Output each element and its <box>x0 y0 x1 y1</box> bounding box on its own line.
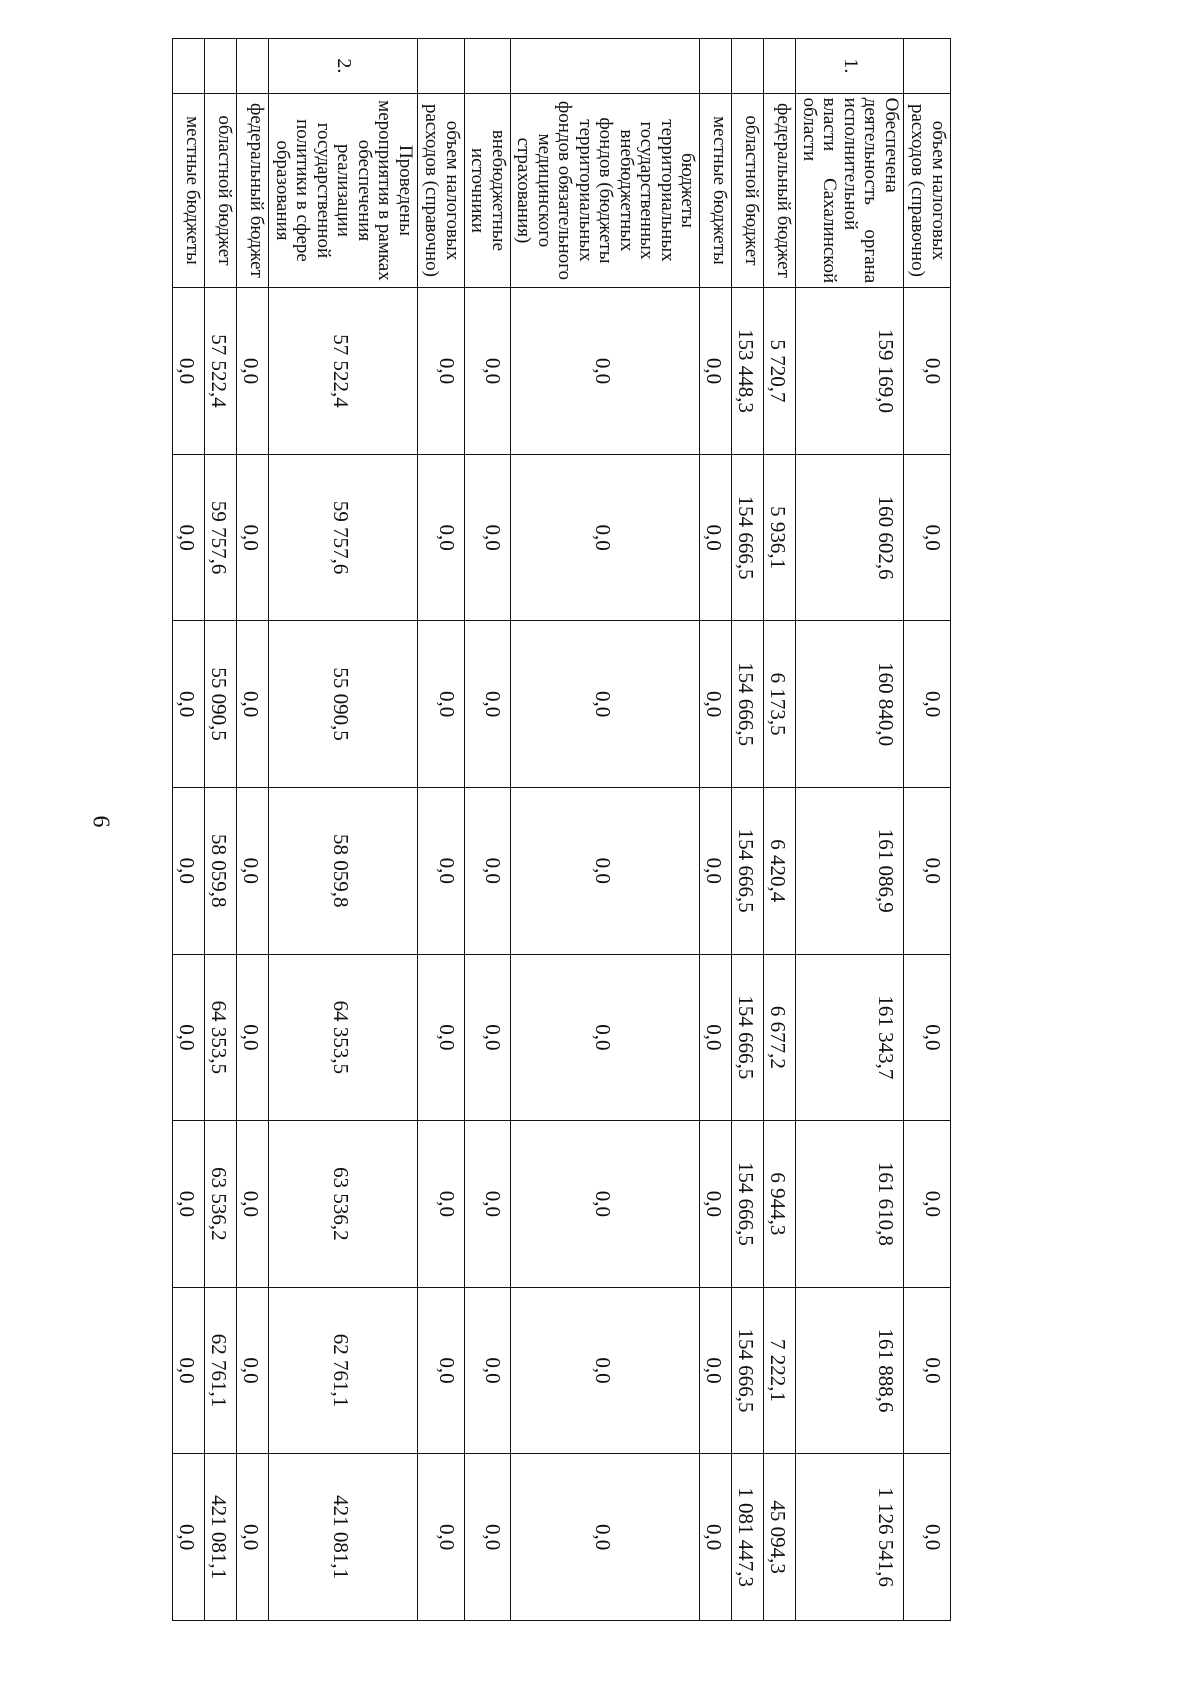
value-cell: 0,0 <box>173 787 205 954</box>
table-row <box>237 39 269 1621</box>
value-cell: 0,0 <box>510 787 700 954</box>
value-cell: 161 343,7 <box>796 954 904 1121</box>
row-label-cell: бюджеты территориальных государственных внебюджетных фондов (бюджеты территориальных фондов обязательного медицинского страхования) <box>510 93 700 288</box>
table-row <box>205 39 237 1621</box>
table-row <box>510 39 700 1621</box>
row-index-cell <box>510 39 700 94</box>
row-label-cell: федеральный бюджет <box>764 93 796 288</box>
value-cell: 45 094,3 <box>764 1454 796 1621</box>
value-cell: 0,0 <box>904 1121 951 1288</box>
value-cell: 421 081,1 <box>205 1454 237 1621</box>
value-cell: 6 944,3 <box>764 1121 796 1288</box>
budget-table <box>172 38 951 1621</box>
value-cell: 0,0 <box>464 954 510 1121</box>
value-cell: 0,0 <box>700 288 732 455</box>
value-cell: 0,0 <box>417 288 464 455</box>
value-cell: 0,0 <box>904 1454 951 1621</box>
value-cell: 154 666,5 <box>732 1121 764 1288</box>
value-cell: 0,0 <box>237 1121 269 1288</box>
value-cell: 154 666,5 <box>732 454 764 621</box>
budget-table-container <box>175 38 951 1621</box>
value-cell: 0,0 <box>417 1287 464 1454</box>
table-row <box>173 39 205 1621</box>
value-cell: 0,0 <box>464 621 510 788</box>
value-cell: 62 761,1 <box>205 1287 237 1454</box>
value-cell: 0,0 <box>510 954 700 1121</box>
value-cell: 0,0 <box>510 454 700 621</box>
table-row <box>732 39 764 1621</box>
table-row <box>764 39 796 1621</box>
value-cell: 0,0 <box>464 288 510 455</box>
row-label-cell: областной бюджет <box>205 93 237 288</box>
value-cell: 58 059,8 <box>269 787 418 954</box>
value-cell: 0,0 <box>700 1121 732 1288</box>
row-label-cell: объем налоговых расходов (справочно) <box>904 93 951 288</box>
row-index-cell <box>173 39 205 94</box>
value-cell: 1 081 447,3 <box>732 1454 764 1621</box>
page-number: 6 <box>87 815 114 828</box>
value-cell: 0,0 <box>904 454 951 621</box>
row-index-cell <box>417 39 464 94</box>
row-label-cell: местные бюджеты <box>700 93 732 288</box>
value-cell: 0,0 <box>173 1287 205 1454</box>
row-index-cell <box>732 39 764 94</box>
value-cell: 0,0 <box>417 621 464 788</box>
value-cell: 0,0 <box>173 954 205 1121</box>
value-cell: 0,0 <box>510 621 700 788</box>
table-row <box>904 39 951 1621</box>
value-cell: 58 059,8 <box>205 787 237 954</box>
value-cell: 0,0 <box>173 1454 205 1621</box>
row-index-cell <box>205 39 237 94</box>
value-cell: 63 536,2 <box>205 1121 237 1288</box>
value-cell: 161 888,6 <box>796 1287 904 1454</box>
row-label-cell: федеральный бюджет <box>237 93 269 288</box>
value-cell: 0,0 <box>904 621 951 788</box>
value-cell: 0,0 <box>904 1287 951 1454</box>
row-label-cell: Проведены мероприятия в рамках обеспечения реализации государственной политики в сфере образования <box>269 93 418 288</box>
value-cell: 55 090,5 <box>269 621 418 788</box>
row-index-cell <box>904 39 951 94</box>
value-cell: 0,0 <box>700 621 732 788</box>
value-cell: 0,0 <box>173 454 205 621</box>
value-cell: 0,0 <box>464 1454 510 1621</box>
value-cell: 57 522,4 <box>269 288 418 455</box>
row-label-cell: областной бюджет <box>732 93 764 288</box>
value-cell: 0,0 <box>237 1454 269 1621</box>
value-cell: 62 761,1 <box>269 1287 418 1454</box>
row-index-cell <box>764 39 796 94</box>
value-cell: 59 757,6 <box>269 454 418 621</box>
table-body <box>173 39 951 1621</box>
value-cell: 0,0 <box>904 288 951 455</box>
row-index-cell <box>237 39 269 94</box>
value-cell: 159 169,0 <box>796 288 904 455</box>
row-index-cell <box>700 39 732 94</box>
value-cell: 0,0 <box>173 1121 205 1288</box>
value-cell: 160 840,0 <box>796 621 904 788</box>
value-cell: 154 666,5 <box>732 1287 764 1454</box>
value-cell: 6 677,2 <box>764 954 796 1121</box>
value-cell: 153 448,3 <box>732 288 764 455</box>
value-cell: 154 666,5 <box>732 621 764 788</box>
row-index-cell: 2. <box>269 39 418 94</box>
value-cell: 421 081,1 <box>269 1454 418 1621</box>
row-label-cell: Обеспечена деятельность органа исполнительной власти Сахалинской области <box>796 93 904 288</box>
value-cell: 6 173,5 <box>764 621 796 788</box>
value-cell: 161 610,8 <box>796 1121 904 1288</box>
rotated-table-frame <box>175 38 951 1621</box>
value-cell: 59 757,6 <box>205 454 237 621</box>
value-cell: 0,0 <box>237 288 269 455</box>
table-row <box>269 39 418 1621</box>
value-cell: 0,0 <box>904 787 951 954</box>
row-label-cell: внебюджетные источники <box>464 93 510 288</box>
value-cell: 0,0 <box>700 1287 732 1454</box>
value-cell: 64 353,5 <box>269 954 418 1121</box>
value-cell: 0,0 <box>700 1454 732 1621</box>
value-cell: 7 222,1 <box>764 1287 796 1454</box>
value-cell: 5 720,7 <box>764 288 796 455</box>
value-cell: 5 936,1 <box>764 454 796 621</box>
value-cell: 63 536,2 <box>269 1121 418 1288</box>
value-cell: 161 086,9 <box>796 787 904 954</box>
value-cell: 0,0 <box>510 1454 700 1621</box>
value-cell: 0,0 <box>237 454 269 621</box>
value-cell: 57 522,4 <box>205 288 237 455</box>
value-cell: 0,0 <box>904 954 951 1121</box>
value-cell: 0,0 <box>417 1454 464 1621</box>
table-row <box>700 39 732 1621</box>
value-cell: 0,0 <box>510 1287 700 1454</box>
value-cell: 0,0 <box>173 288 205 455</box>
value-cell: 0,0 <box>417 454 464 621</box>
value-cell: 160 602,6 <box>796 454 904 621</box>
value-cell: 55 090,5 <box>205 621 237 788</box>
table-row <box>464 39 510 1621</box>
value-cell: 0,0 <box>417 787 464 954</box>
value-cell: 0,0 <box>464 1121 510 1288</box>
row-index-cell <box>464 39 510 94</box>
row-label-cell: объем налоговых расходов (справочно) <box>417 93 464 288</box>
value-cell: 0,0 <box>237 621 269 788</box>
value-cell: 0,0 <box>464 1287 510 1454</box>
table-row <box>417 39 464 1621</box>
value-cell: 0,0 <box>464 454 510 621</box>
row-label-cell: местные бюджеты <box>173 93 205 288</box>
value-cell: 154 666,5 <box>732 787 764 954</box>
value-cell: 0,0 <box>510 1121 700 1288</box>
value-cell: 0,0 <box>417 1121 464 1288</box>
value-cell: 0,0 <box>510 288 700 455</box>
value-cell: 154 666,5 <box>732 954 764 1121</box>
value-cell: 0,0 <box>173 621 205 788</box>
value-cell: 0,0 <box>237 1287 269 1454</box>
value-cell: 64 353,5 <box>205 954 237 1121</box>
row-index-cell: 1. <box>796 39 904 94</box>
value-cell: 0,0 <box>700 454 732 621</box>
value-cell: 0,0 <box>417 954 464 1121</box>
value-cell: 0,0 <box>464 787 510 954</box>
value-cell: 0,0 <box>237 787 269 954</box>
value-cell: 0,0 <box>700 954 732 1121</box>
value-cell: 1 126 541,6 <box>796 1454 904 1621</box>
table-row <box>796 39 904 1621</box>
value-cell: 0,0 <box>700 787 732 954</box>
value-cell: 0,0 <box>237 954 269 1121</box>
value-cell: 6 420,4 <box>764 787 796 954</box>
